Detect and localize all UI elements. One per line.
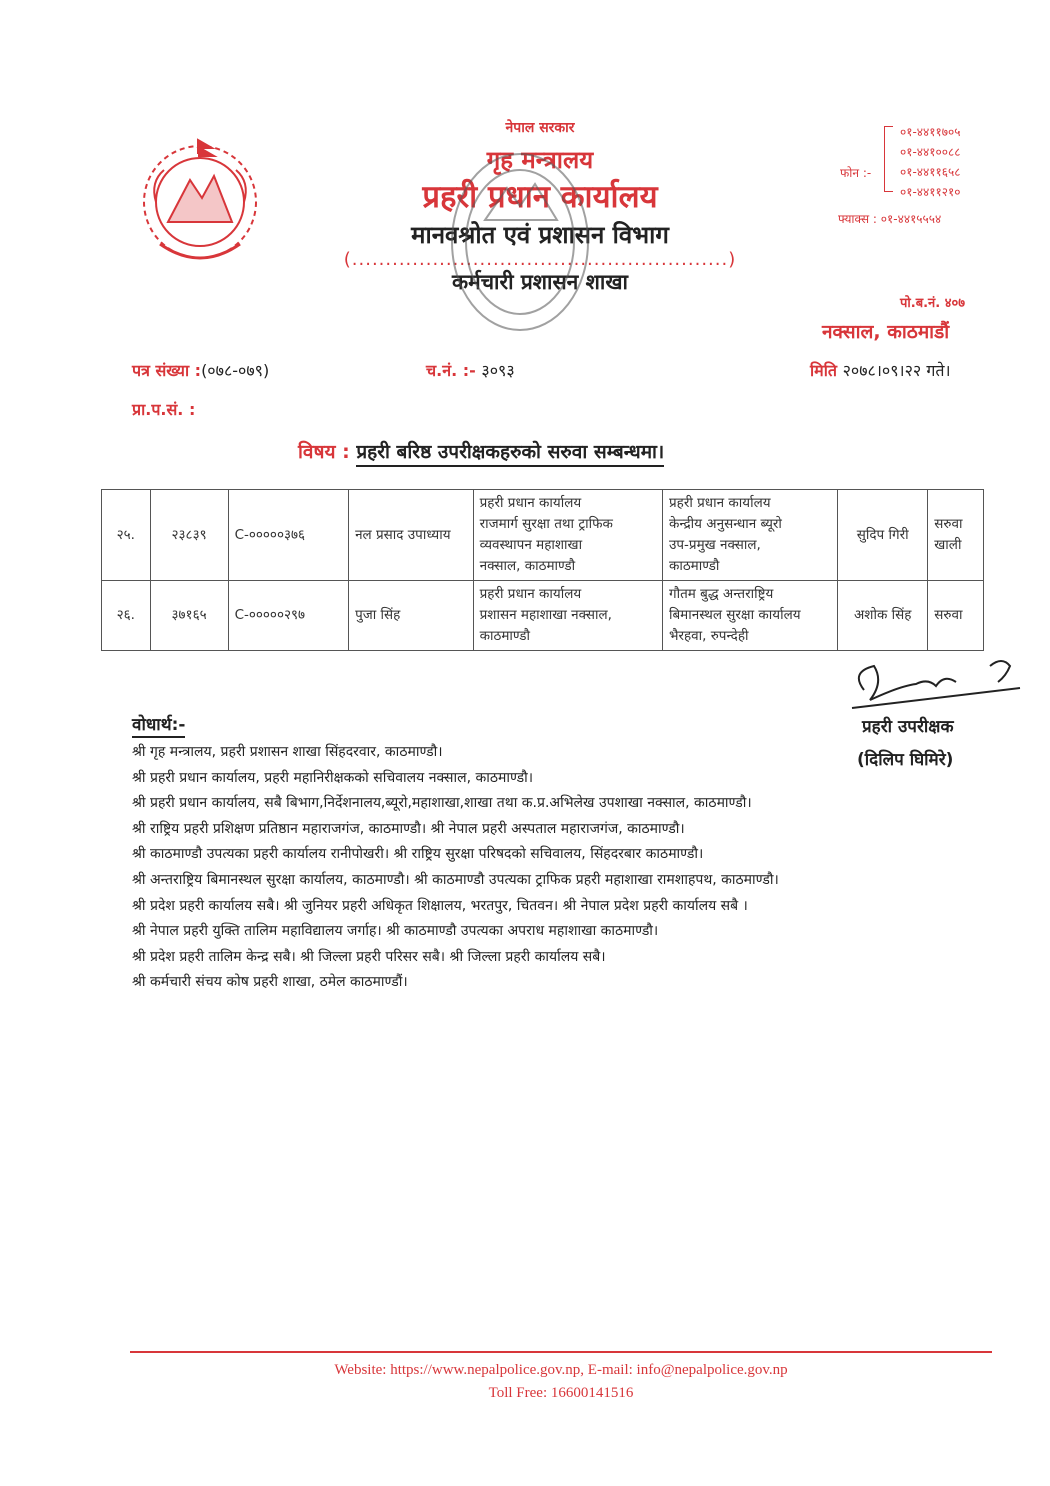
transfer-table bbox=[101, 489, 984, 651]
cell-id: २३८३९ bbox=[150, 490, 228, 581]
cell-replacement: अशोक सिंह bbox=[838, 581, 928, 651]
footer-divider bbox=[130, 1351, 992, 1353]
phone-number: ०१-४४११६५८ bbox=[900, 165, 961, 179]
fax-number: फ्याक्स : ०१-४४१५५५४ bbox=[838, 212, 942, 226]
to-line: उप-प्रमुख नक्साल, bbox=[668, 537, 761, 553]
phone-number: ०१-४४११२१० bbox=[900, 185, 961, 199]
cc-list bbox=[132, 740, 932, 996]
government-name: नेपाल सरकार bbox=[505, 120, 575, 136]
subject-text: प्रहरी बरिष्ठ उपरीक्षकहरुको सरुवा सम्बन्धमा। bbox=[356, 441, 664, 467]
letter-number bbox=[132, 359, 269, 381]
letter-number-label: पत्र संख्या : bbox=[132, 361, 202, 380]
cell-code: C-०००००३७६ bbox=[228, 490, 349, 581]
department-name: मानवश्रोत एवं प्रशासन विभाग bbox=[411, 221, 669, 249]
remark-line: सरुवा bbox=[934, 607, 963, 623]
cc-line: श्री प्रदेश प्रहरी कार्यालय सबै। श्री जुनियर प्रहरी अधिकृत शिक्षालय, भरतपुर, चितवन। श्री नेपाल प्रदेश प्रहरी कार्यालय सबै । bbox=[132, 897, 748, 914]
table-row bbox=[102, 490, 984, 581]
to-line: भैरहवा, रुपन्देही bbox=[668, 628, 749, 644]
office-name: प्रहरी प्रधान कार्यालय bbox=[422, 179, 658, 215]
letter-number-value: (०७८-०७९) bbox=[201, 361, 270, 380]
cell-from bbox=[473, 490, 662, 581]
nepal-emblem-icon bbox=[120, 132, 280, 282]
remark-line: खाली bbox=[934, 537, 962, 553]
signatory-name: (दिलिप घिमिरे) bbox=[857, 750, 954, 770]
cell-remark bbox=[928, 490, 984, 581]
to-line: प्रहरी प्रधान कार्यालय bbox=[668, 495, 771, 511]
from-line: नक्साल, काठमाण्डौ bbox=[479, 558, 576, 574]
from-line: राजमार्ग सुरक्षा तथा ट्राफिक bbox=[479, 516, 613, 532]
phone-label: फोन :- bbox=[840, 166, 872, 180]
to-line: काठमाण्डौ bbox=[668, 558, 720, 574]
to-line: केन्द्रीय अनुसन्धान ब्यूरो bbox=[668, 516, 782, 532]
from-line: प्रशासन महाशाखा नक्साल, bbox=[479, 607, 612, 623]
from-line: काठमाण्डौ bbox=[479, 628, 531, 644]
bracket bbox=[884, 126, 893, 192]
cell-sn: २६. bbox=[102, 581, 151, 651]
cell-sn: २५. bbox=[102, 490, 151, 581]
phone-number: ०१-४४१००८८ bbox=[900, 145, 961, 159]
to-line: गौतम बुद्ध अन्तराष्ट्रिय bbox=[668, 586, 774, 602]
dispatch-number-label: च.नं. :- bbox=[426, 361, 476, 380]
cell-from bbox=[473, 581, 662, 651]
footer-contact: Website: https://www.nepalpolice.gov.np, E-mail: info@nepalpolice.gov.np bbox=[334, 1362, 788, 1378]
cc-line: श्री अन्तराष्ट्रिय बिमानस्थल सुरक्षा कार्यालय, काठमाण्डौ। श्री काठमाण्डौ उपत्यका ट्राफिक प्रहरी महाशाखा रामशाहपथ, काठमाण्डौ। bbox=[132, 871, 779, 888]
remark-line: सरुवा bbox=[934, 516, 963, 532]
signature-mark bbox=[840, 652, 1030, 722]
to-line: बिमानस्थल सुरक्षा कार्यालय bbox=[668, 607, 801, 623]
from-line: प्रहरी प्रधान कार्यालय bbox=[479, 495, 582, 511]
from-line: व्यवस्थापन महाशाखा bbox=[479, 537, 583, 553]
cell-name: नल प्रसाद उपाध्याय bbox=[349, 490, 474, 581]
date-value: २०७८।०९।२२ गते। bbox=[842, 361, 951, 380]
cc-line: श्री राष्ट्रिय प्रहरी प्रशिक्षण प्रतिष्ठान महाराजगंज, काठमाण्डौ। श्री नेपाल प्रहरी अस्पताल महाराजगंज, काठमाण्डौ। bbox=[132, 820, 685, 837]
cell-name: पुजा सिंह bbox=[349, 581, 474, 651]
cc-heading: वोधार्थ:- bbox=[132, 712, 185, 738]
subject-label: विषय : bbox=[298, 441, 350, 463]
footer-tollfree: Toll Free: 16600141516 bbox=[488, 1385, 634, 1401]
dispatch-number-value: ३०९३ bbox=[481, 361, 515, 380]
phone-list bbox=[900, 122, 961, 202]
office-stamp-icon bbox=[445, 150, 595, 335]
cell-id: ३७१६५ bbox=[150, 581, 228, 651]
dotted-line: (........................................................) bbox=[343, 249, 737, 270]
cell-remark bbox=[928, 581, 984, 651]
from-line: प्रहरी प्रधान कार्यालय bbox=[479, 586, 582, 602]
cc-line: श्री नेपाल प्रहरी युक्ति तालिम महाविद्यालय जर्गाह। श्री काठमाण्डौ उपत्यका अपराध महाशाखा काठमाण्डौ। bbox=[132, 923, 659, 940]
address: नक्साल, काठमाडौं bbox=[822, 321, 950, 343]
ministry-name: गृह मन्त्रालय bbox=[486, 146, 594, 174]
table-row bbox=[102, 581, 984, 651]
cc-line: श्री प्रहरी प्रधान कार्यालय, प्रहरी महानिरीक्षकको सचिवालय नक्साल, काठमाण्डौ। bbox=[132, 769, 534, 786]
cell-to bbox=[662, 581, 837, 651]
cc-line: श्री प्रहरी प्रधान कार्यालय, सबै बिभाग,निर्देशनालय,ब्यूरो,महाशाखा,शाखा तथा क.प्र.अभिलेख उपशाखा नक्साल, काठमाण्डौ। bbox=[132, 795, 752, 812]
dispatch-number bbox=[426, 359, 515, 381]
cc-line: श्री काठमाण्डौ उपत्यका प्रहरी कार्यालय रानीपोखरी। श्री राष्ट्रिय सुरक्षा परिषदको सचिवालय, सिंहदरबार काठमाण्डौ। bbox=[132, 846, 704, 863]
po-box: पो.ब.नं. ४०७ bbox=[900, 296, 966, 311]
date-label: मिति bbox=[810, 361, 837, 380]
cell-code: C-०००००२९७ bbox=[228, 581, 349, 651]
branch-name: कर्मचारी प्रशासन शाखा bbox=[452, 270, 628, 294]
cc-line: श्री गृह मन्त्रालय, प्रहरी प्रशासन शाखा सिंहदरवार, काठमाण्डौ। bbox=[132, 744, 443, 760]
cell-to bbox=[662, 490, 837, 581]
prapas-label: प्रा.प.सं. : bbox=[132, 400, 196, 419]
signatory-title: प्रहरी उपरीक्षक bbox=[862, 717, 954, 737]
cell-replacement: सुदिप गिरी bbox=[838, 490, 928, 581]
cc-line: श्री कर्मचारी संचय कोष प्रहरी शाखा, ठमेल काठमाण्डौं। bbox=[132, 974, 408, 991]
subject bbox=[298, 438, 664, 464]
phone-number: ०१-४४११७०५ bbox=[900, 125, 961, 139]
date bbox=[810, 359, 951, 381]
cc-line: श्री प्रदेश प्रहरी तालिम केन्द्र सबै। श्री जिल्ला प्रहरी परिसर सबै। श्री जिल्ला प्रहरी कार्यालय सबै। bbox=[132, 948, 606, 965]
